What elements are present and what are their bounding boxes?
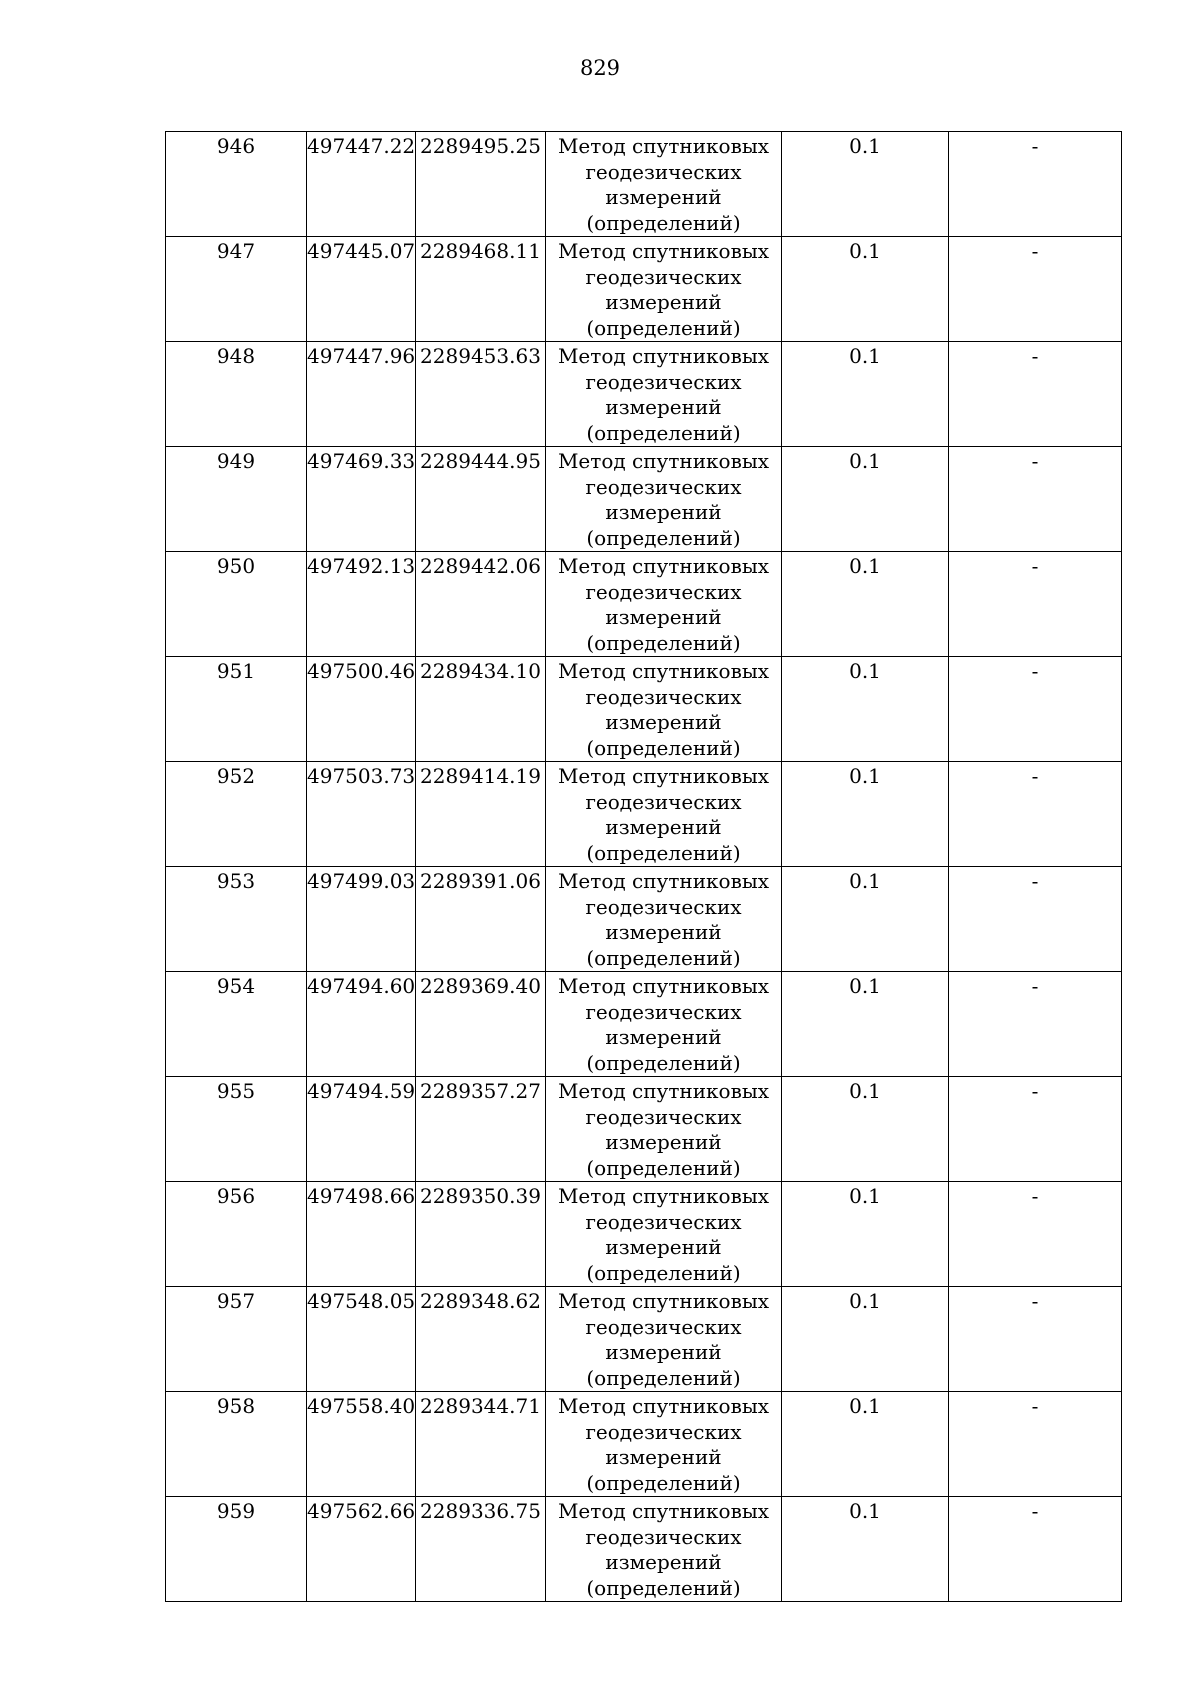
method-cell (546, 342, 782, 447)
x-coordinate-cell-text: 497548.05 (307, 1289, 416, 1313)
coordinates-table (165, 131, 1122, 1602)
accuracy-cell (782, 1182, 949, 1287)
table-row (166, 867, 1122, 972)
method-cell (546, 447, 782, 552)
y-coordinate-cell-text: 2289453.63 (420, 344, 541, 368)
note-cell (949, 1497, 1122, 1602)
y-coordinate-cell-text: 2289336.75 (420, 1499, 541, 1523)
point-number-cell-text: 947 (216, 239, 256, 263)
accuracy-cell (782, 657, 949, 762)
x-coordinate-cell (307, 552, 416, 657)
x-coordinate-cell (307, 237, 416, 342)
y-coordinate-cell-text: 2289357.27 (420, 1079, 541, 1103)
method-cell-text: Метод спутниковых геодезических измерений (определений) (557, 449, 770, 550)
method-cell-text: Метод спутниковых геодезических измерений (определений) (557, 1184, 770, 1285)
note-cell (949, 342, 1122, 447)
x-coordinate-cell (307, 342, 416, 447)
note-cell (949, 552, 1122, 657)
table-row (166, 342, 1122, 447)
x-coordinate-cell (307, 1182, 416, 1287)
y-coordinate-cell (416, 1182, 546, 1287)
method-cell (546, 762, 782, 867)
note-cell-text: - (1031, 344, 1039, 368)
x-coordinate-cell (307, 867, 416, 972)
x-coordinate-cell-text: 497562.66 (307, 1499, 416, 1523)
note-cell (949, 1077, 1122, 1182)
x-coordinate-cell-text: 497447.22 (307, 134, 416, 158)
x-coordinate-cell-text: 497492.13 (307, 554, 416, 578)
method-cell (546, 1497, 782, 1602)
note-cell-text: - (1031, 554, 1039, 578)
point-number-cell (166, 657, 307, 762)
point-number-cell (166, 1497, 307, 1602)
method-cell-text: Метод спутниковых геодезических измерений (определений) (557, 974, 770, 1075)
note-cell-text: - (1031, 1499, 1039, 1523)
method-cell (546, 1182, 782, 1287)
method-cell-text: Метод спутниковых геодезических измерений (определений) (557, 1394, 770, 1495)
point-number-cell (166, 867, 307, 972)
y-coordinate-cell-text: 2289391.06 (420, 869, 541, 893)
note-cell-text: - (1031, 239, 1039, 263)
y-coordinate-cell-text: 2289350.39 (420, 1184, 541, 1208)
y-coordinate-cell (416, 1392, 546, 1497)
note-cell (949, 657, 1122, 762)
method-cell-text: Метод спутниковых геодезических измерений (определений) (557, 134, 770, 235)
table-row (166, 1392, 1122, 1497)
note-cell (949, 867, 1122, 972)
y-coordinate-cell-text: 2289468.11 (420, 239, 541, 263)
table-row (166, 1497, 1122, 1602)
accuracy-cell-text: 0.1 (849, 869, 881, 893)
note-cell-text: - (1031, 1289, 1039, 1313)
x-coordinate-cell (307, 1287, 416, 1392)
method-cell-text: Метод спутниковых геодезических измерений (определений) (557, 1289, 770, 1390)
accuracy-cell (782, 762, 949, 867)
x-coordinate-cell (307, 972, 416, 1077)
x-coordinate-cell-text: 497499.03 (307, 869, 416, 893)
x-coordinate-cell-text: 497494.60 (307, 974, 416, 998)
point-number-cell (166, 342, 307, 447)
point-number-cell-text: 949 (216, 449, 256, 473)
point-number-cell-text: 950 (216, 554, 256, 578)
method-cell (546, 1077, 782, 1182)
point-number-cell-text: 959 (216, 1499, 256, 1523)
note-cell-text: - (1031, 659, 1039, 683)
accuracy-cell (782, 1497, 949, 1602)
accuracy-cell-text: 0.1 (849, 974, 881, 998)
y-coordinate-cell (416, 1287, 546, 1392)
method-cell (546, 552, 782, 657)
point-number-cell (166, 552, 307, 657)
accuracy-cell-text: 0.1 (849, 659, 881, 683)
point-number-cell (166, 1287, 307, 1392)
page-number: 829 (579, 56, 621, 80)
method-cell (546, 972, 782, 1077)
accuracy-cell-text: 0.1 (849, 1394, 881, 1418)
note-cell (949, 1287, 1122, 1392)
accuracy-cell (782, 867, 949, 972)
method-cell-text: Метод спутниковых геодезических измерений (определений) (557, 659, 770, 760)
x-coordinate-cell (307, 762, 416, 867)
y-coordinate-cell-text: 2289414.19 (420, 764, 541, 788)
point-number-cell (166, 972, 307, 1077)
y-coordinate-cell-text: 2289434.10 (420, 659, 541, 683)
y-coordinate-cell (416, 867, 546, 972)
note-cell (949, 237, 1122, 342)
table-row (166, 762, 1122, 867)
y-coordinate-cell-text: 2289348.62 (420, 1289, 541, 1313)
y-coordinate-cell (416, 657, 546, 762)
accuracy-cell (782, 972, 949, 1077)
note-cell-text: - (1031, 974, 1039, 998)
method-cell (546, 657, 782, 762)
table-row (166, 972, 1122, 1077)
accuracy-cell (782, 237, 949, 342)
table-row (166, 1182, 1122, 1287)
method-cell (546, 1392, 782, 1497)
point-number-cell-text: 956 (216, 1184, 256, 1208)
note-cell-text: - (1031, 1079, 1039, 1103)
note-cell-text: - (1031, 869, 1039, 893)
y-coordinate-cell (416, 1497, 546, 1602)
accuracy-cell (782, 552, 949, 657)
method-cell-text: Метод спутниковых геодезических измерений (определений) (557, 1079, 770, 1180)
accuracy-cell (782, 1077, 949, 1182)
note-cell (949, 1182, 1122, 1287)
accuracy-cell-text: 0.1 (849, 449, 881, 473)
accuracy-cell (782, 132, 949, 237)
method-cell-text: Метод спутниковых геодезических измерений (определений) (557, 764, 770, 865)
point-number-cell (166, 1392, 307, 1497)
table-row (166, 657, 1122, 762)
y-coordinate-cell (416, 972, 546, 1077)
method-cell-text: Метод спутниковых геодезических измерений (определений) (557, 554, 770, 655)
x-coordinate-cell (307, 1392, 416, 1497)
method-cell-text: Метод спутниковых геодезических измерений (определений) (557, 239, 770, 340)
point-number-cell (166, 447, 307, 552)
table-row (166, 447, 1122, 552)
note-cell-text: - (1031, 764, 1039, 788)
point-number-cell (166, 237, 307, 342)
table-row (166, 552, 1122, 657)
point-number-cell-text: 957 (216, 1289, 256, 1313)
note-cell-text: - (1031, 134, 1039, 158)
accuracy-cell (782, 1287, 949, 1392)
accuracy-cell-text: 0.1 (849, 134, 881, 158)
method-cell (546, 237, 782, 342)
y-coordinate-cell-text: 2289495.25 (420, 134, 541, 158)
note-cell-text: - (1031, 1394, 1039, 1418)
x-coordinate-cell (307, 1497, 416, 1602)
point-number-cell (166, 132, 307, 237)
accuracy-cell-text: 0.1 (849, 344, 881, 368)
accuracy-cell-text: 0.1 (849, 1499, 881, 1523)
point-number-cell-text: 953 (216, 869, 256, 893)
y-coordinate-cell (416, 1077, 546, 1182)
table-row (166, 1077, 1122, 1182)
accuracy-cell-text: 0.1 (849, 1289, 881, 1313)
x-coordinate-cell (307, 447, 416, 552)
x-coordinate-cell-text: 497469.33 (307, 449, 416, 473)
note-cell (949, 132, 1122, 237)
y-coordinate-cell (416, 447, 546, 552)
table-row (166, 132, 1122, 237)
x-coordinate-cell (307, 1077, 416, 1182)
table-row (166, 1287, 1122, 1392)
x-coordinate-cell-text: 497445.07 (307, 239, 416, 263)
y-coordinate-cell (416, 342, 546, 447)
y-coordinate-cell-text: 2289442.06 (420, 554, 541, 578)
y-coordinate-cell-text: 2289444.95 (420, 449, 541, 473)
y-coordinate-cell (416, 132, 546, 237)
table-body (166, 132, 1122, 1602)
accuracy-cell-text: 0.1 (849, 1079, 881, 1103)
note-cell (949, 1392, 1122, 1497)
point-number-cell-text: 948 (216, 344, 256, 368)
accuracy-cell-text: 0.1 (849, 764, 881, 788)
table-row (166, 237, 1122, 342)
accuracy-cell (782, 342, 949, 447)
x-coordinate-cell-text: 497494.59 (307, 1079, 416, 1103)
method-cell-text: Метод спутниковых геодезических измерений (определений) (557, 869, 770, 970)
note-cell (949, 972, 1122, 1077)
point-number-cell-text: 952 (216, 764, 256, 788)
x-coordinate-cell (307, 657, 416, 762)
y-coordinate-cell (416, 762, 546, 867)
method-cell (546, 867, 782, 972)
point-number-cell-text: 955 (216, 1079, 256, 1103)
point-number-cell-text: 946 (216, 134, 256, 158)
accuracy-cell (782, 1392, 949, 1497)
accuracy-cell-text: 0.1 (849, 239, 881, 263)
accuracy-cell (782, 447, 949, 552)
method-cell-text: Метод спутниковых геодезических измерений (определений) (557, 344, 770, 445)
point-number-cell-text: 954 (216, 974, 256, 998)
note-cell-text: - (1031, 1184, 1039, 1208)
y-coordinate-cell (416, 552, 546, 657)
method-cell (546, 1287, 782, 1392)
y-coordinate-cell-text: 2289344.71 (420, 1394, 541, 1418)
x-coordinate-cell-text: 497447.96 (307, 344, 416, 368)
y-coordinate-cell-text: 2289369.40 (420, 974, 541, 998)
x-coordinate-cell-text: 497503.73 (307, 764, 416, 788)
method-cell (546, 132, 782, 237)
point-number-cell-text: 951 (216, 659, 256, 683)
note-cell (949, 447, 1122, 552)
point-number-cell (166, 1077, 307, 1182)
x-coordinate-cell-text: 497500.46 (307, 659, 416, 683)
point-number-cell (166, 762, 307, 867)
x-coordinate-cell-text: 497498.66 (307, 1184, 416, 1208)
accuracy-cell-text: 0.1 (849, 1184, 881, 1208)
point-number-cell-text: 958 (216, 1394, 256, 1418)
note-cell-text: - (1031, 449, 1039, 473)
method-cell-text: Метод спутниковых геодезических измерений (определений) (557, 1499, 770, 1600)
x-coordinate-cell (307, 132, 416, 237)
note-cell (949, 762, 1122, 867)
point-number-cell (166, 1182, 307, 1287)
accuracy-cell-text: 0.1 (849, 554, 881, 578)
y-coordinate-cell (416, 237, 546, 342)
x-coordinate-cell-text: 497558.40 (307, 1394, 416, 1418)
